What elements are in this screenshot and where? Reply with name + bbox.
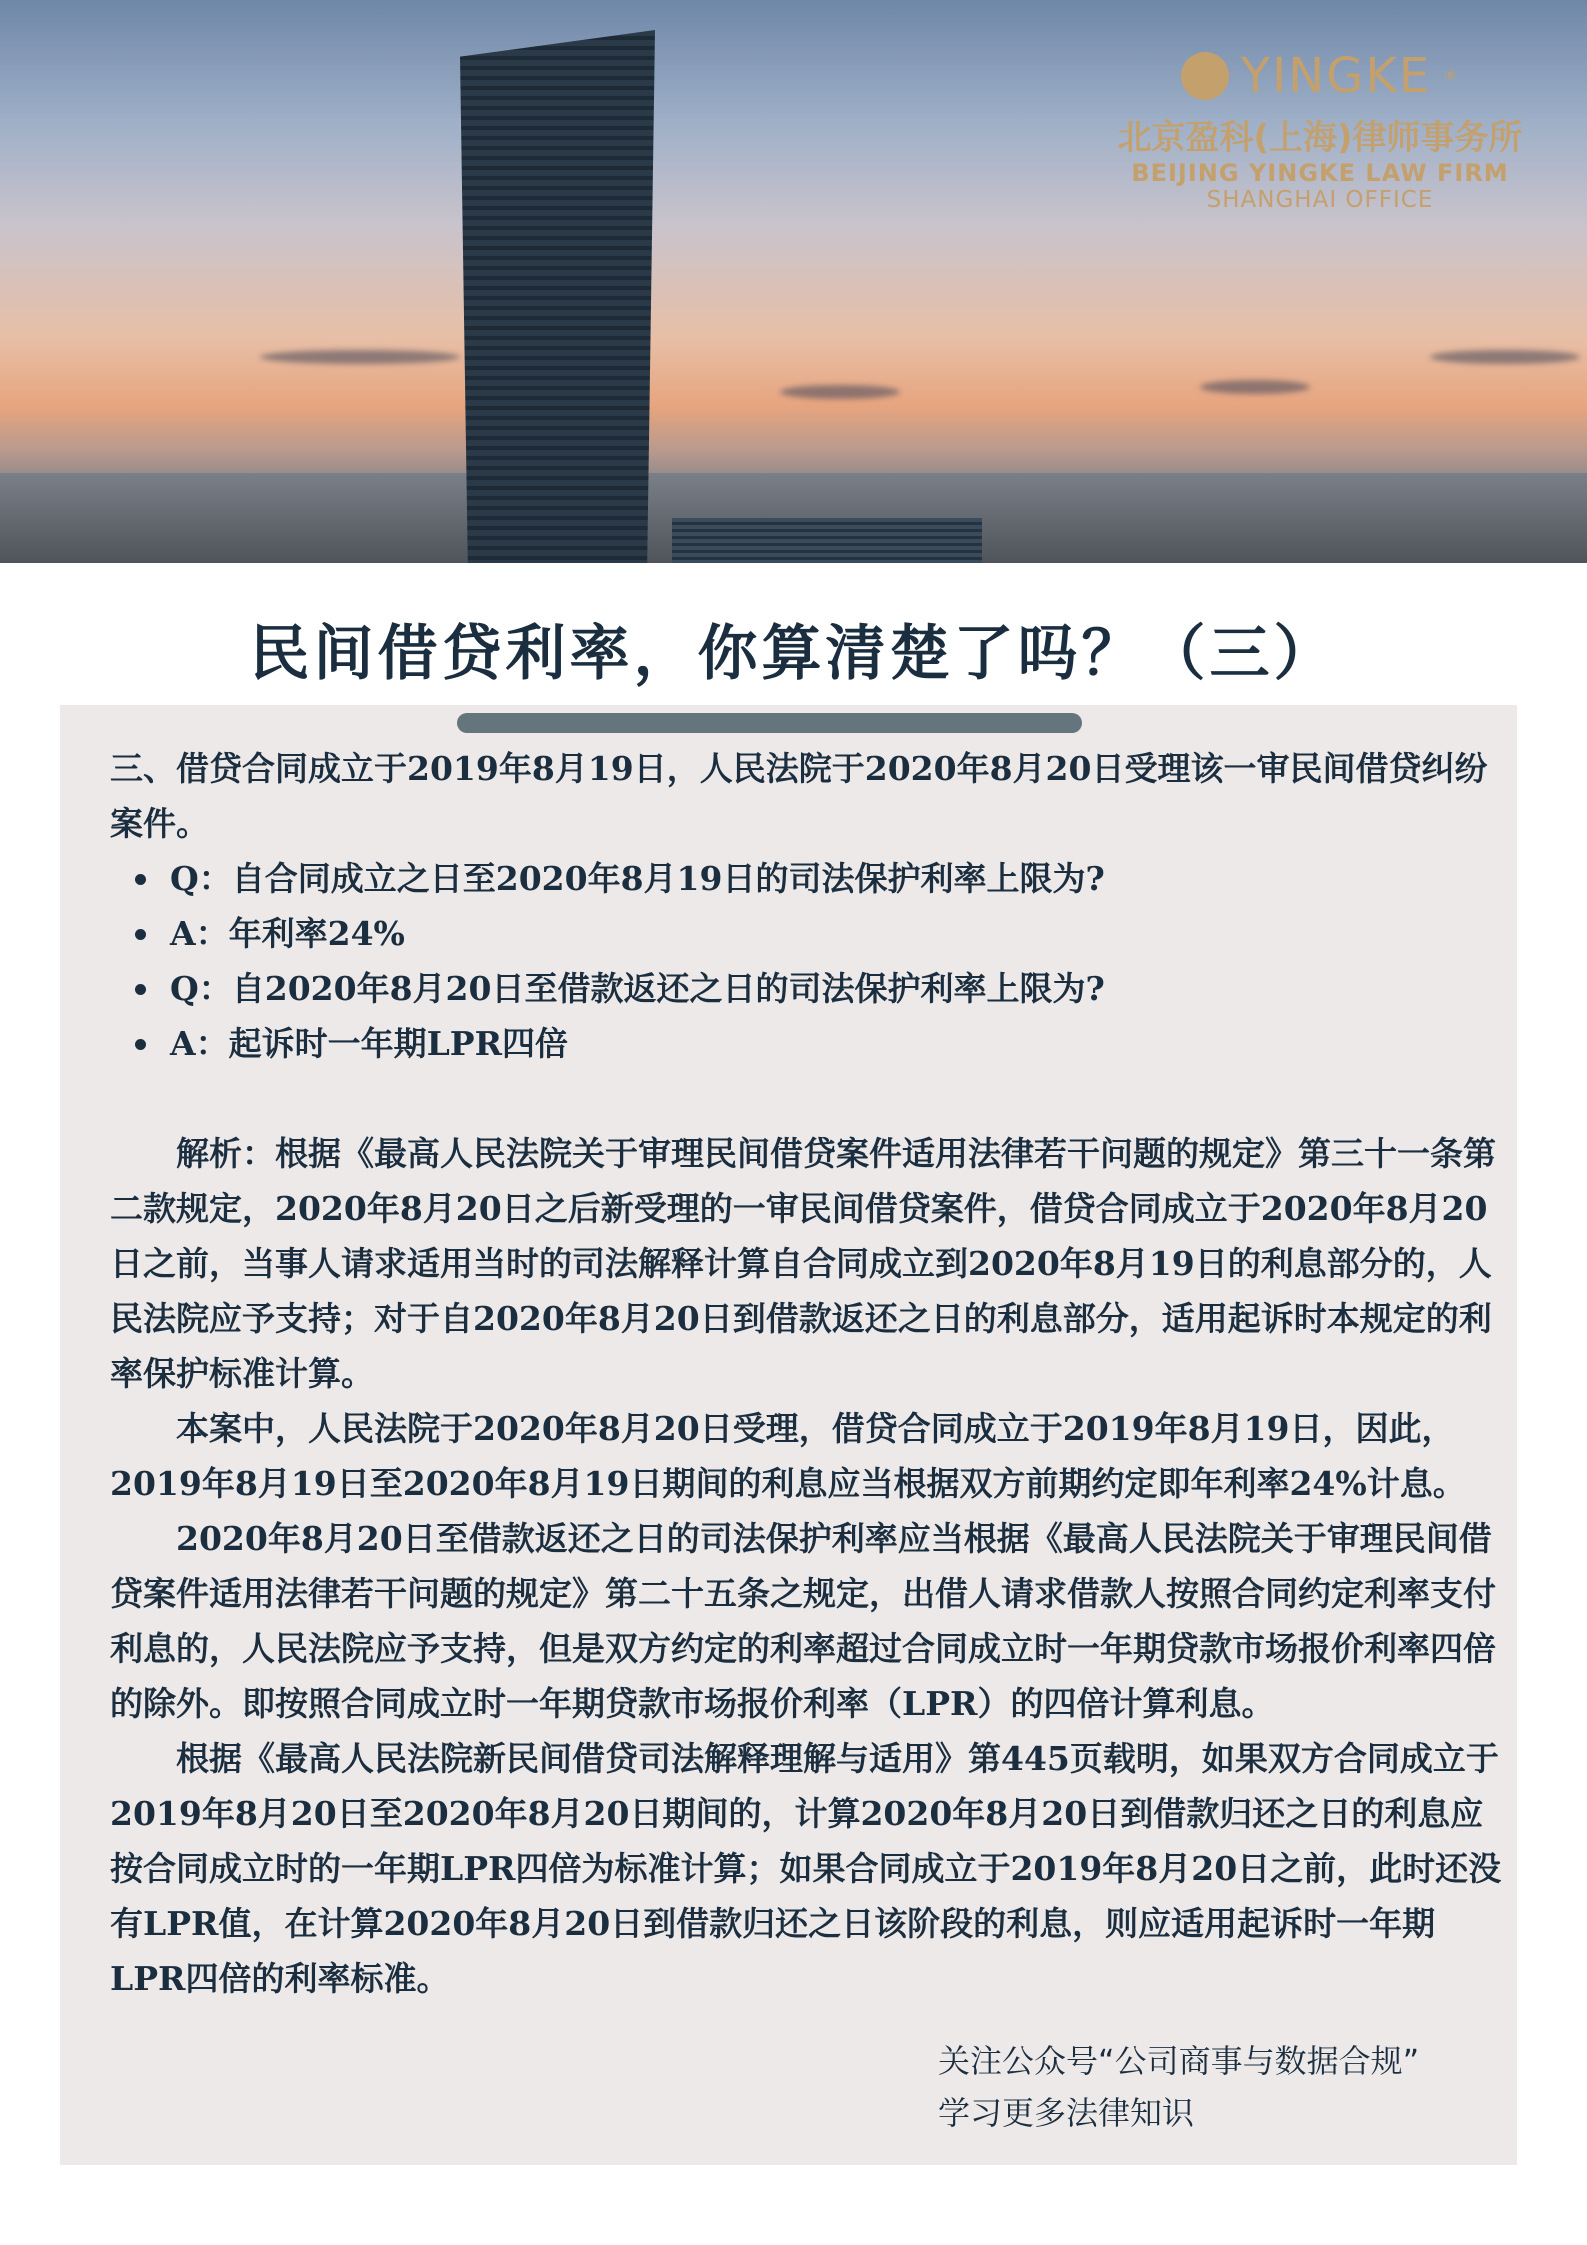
hero-image bbox=[0, 0, 1587, 563]
qa-item: Q：自2020年8月20日至借款返还之日的司法保护利率上限为? bbox=[110, 961, 1505, 1016]
analysis-paragraph: 解析：根据《最高人民法院关于审理民间借贷案件适用法律若干问题的规定》第三十一条第二款规定，2020年8月20日之后新受理的一审民间借贷案件，借贷合同成立于2020年8月20日之前，当事人请求适用当时的司法解释计算自合同成立到2020年8月19日的利息部分的，人民法院应予支持；对于自2020年8月20日到借款返还之日的利息部分，适用起诉时本规定的利率保护标准计算。 bbox=[110, 1134, 1496, 1393]
cloud bbox=[1430, 350, 1580, 364]
content-panel bbox=[60, 705, 1517, 2165]
qa-list bbox=[110, 851, 1505, 1071]
intro-text: 三、借贷合同成立于2019年8月19日，人民法院于2020年8月20日受理该一审民间借贷纠纷案件。 bbox=[110, 749, 1488, 843]
qa-item: Q：自合同成立之日至2020年8月19日的司法保护利率上限为? bbox=[110, 851, 1505, 906]
footer-line-2: 学习更多法律知识 bbox=[938, 2094, 1195, 2132]
logo-brand: YINGKE bbox=[1240, 48, 1432, 104]
footer-note bbox=[938, 2035, 1419, 2139]
footer-line-1: 关注公众号“公司商事与数据合规” bbox=[938, 2042, 1420, 2080]
building bbox=[672, 518, 982, 563]
cloud bbox=[1200, 380, 1310, 394]
logo-en-name: BEIJING YINGKE LAW FIRM bbox=[1131, 159, 1509, 187]
qa-item: A：年利率24% bbox=[110, 906, 1505, 961]
logo-office: SHANGHAI OFFICE bbox=[1206, 187, 1434, 213]
registered-mark: ® bbox=[1443, 68, 1460, 84]
logo-cn-name: 北京盈科(上海)律师事务所 bbox=[1117, 118, 1523, 158]
rule-paragraph: 2020年8月20日至借款返还之日的司法保护利率应当根据《最高人民法院关于审理民间借贷案件适用法律若干问题的规定》第二十五条之规定，出借人请求借款人按照合同约定利率支付利息的，人民法院应予支持，但是双方约定的利率超过合同成立时一年期贷款市场报价利率四倍的除外。即按照合同成立时一年期贷款市场报价利率（LPR）的四倍计算利息。 bbox=[110, 1519, 1496, 1723]
yingke-logo-icon bbox=[1181, 52, 1229, 100]
case-paragraph: 本案中，人民法院于2020年8月20日受理，借贷合同成立于2019年8月19日，因此，2019年8月19日至2020年8月19日期间的利息应当根据双方前期约定即年利率24%计息。 bbox=[110, 1409, 1466, 1503]
qa-item: A：起诉时一年期LPR四倍 bbox=[110, 1016, 1505, 1071]
cloud bbox=[260, 350, 460, 364]
cloud bbox=[780, 385, 900, 399]
reference-paragraph: 根据《最高人民法院新民间借贷司法解释理解与适用》第445页载明，如果双方合同成立于2019年8月20日至2020年8月20日期间的，计算2020年8月20日到借款归还之日的利息应按合同成立时的一年期LPR四倍为标准计算；如果合同成立于2019年8月20日之前，此时还没有LPR值，在计算2020年8月20日到借款归还之日该阶段的利息，则应适用起诉时一年期LPR四倍的利率标准。 bbox=[110, 1739, 1502, 1998]
page-title: 民间借贷利率，你算清楚了吗？（三） bbox=[249, 619, 1338, 689]
skyscraper bbox=[460, 30, 655, 563]
firm-logo bbox=[1080, 48, 1560, 213]
decorative-bar bbox=[457, 713, 1082, 733]
